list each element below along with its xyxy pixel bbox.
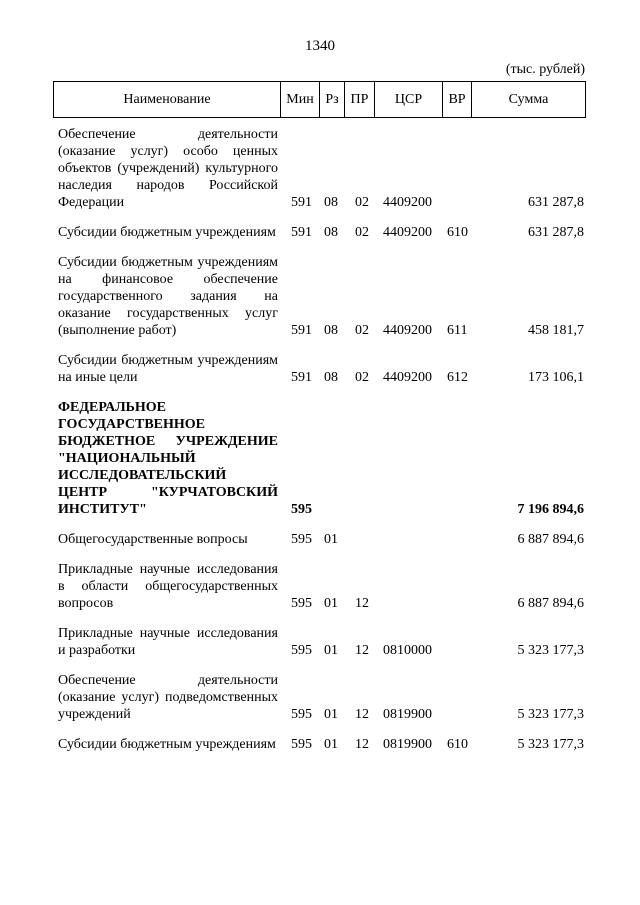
table-header (53, 81, 586, 118)
row-name: Субсидии бюджетным учреждениям на иные цели (58, 353, 278, 385)
row-name: Прикладные научные исследования в области общегосударственных вопросов (58, 562, 278, 611)
row-min: 595 (291, 532, 312, 547)
row-pr: 12 (355, 643, 369, 658)
table-row (53, 352, 586, 386)
row-min: 595 (291, 596, 312, 611)
row-name: Субсидии бюджетным учреждениям (58, 225, 276, 240)
row-min: 591 (291, 323, 312, 338)
table-row (53, 672, 586, 723)
row-sum: 5 323 177,3 (517, 737, 584, 752)
table-row (53, 625, 586, 659)
row-vr: 610 (447, 225, 468, 240)
row-csr: 4409200 (383, 225, 432, 240)
row-min: 591 (291, 225, 312, 240)
row-pr: 02 (355, 370, 369, 385)
row-rz: 08 (324, 195, 338, 210)
row-vr: 611 (447, 323, 468, 338)
row-min: 595 (291, 707, 312, 722)
row-sum: 5 323 177,3 (517, 707, 584, 722)
row-sum: 631 287,8 (528, 225, 584, 240)
row-min: 595 (291, 737, 312, 752)
row-sum: 631 287,8 (528, 195, 584, 210)
table-row-organization (53, 399, 586, 518)
table-row (53, 224, 586, 241)
row-name: Общегосударственные вопросы (58, 532, 248, 547)
row-sum: 173 106,1 (528, 370, 584, 385)
row-name: Субсидии бюджетным учреждениям (58, 737, 276, 752)
header-csr: ЦСР (374, 82, 442, 117)
row-csr: 4409200 (383, 323, 432, 338)
row-rz: 01 (324, 737, 338, 752)
row-vr: 612 (447, 370, 468, 385)
row-name: Обеспечение деятельности (оказание услуг) подведомственных учреждений (58, 673, 278, 722)
row-csr: 0810000 (383, 643, 432, 658)
units-label: (тыс. рублей) (505, 62, 585, 77)
table-body (53, 126, 586, 766)
row-min: 595 (291, 502, 312, 517)
header-rz: Рз (319, 82, 344, 117)
table-row (53, 736, 586, 753)
row-sum: 5 323 177,3 (517, 643, 584, 658)
row-vr: 610 (447, 737, 468, 752)
row-min: 595 (291, 643, 312, 658)
row-rz: 08 (324, 370, 338, 385)
table-row (53, 254, 586, 339)
row-pr: 02 (355, 195, 369, 210)
table-row (53, 126, 586, 211)
row-csr: 4409200 (383, 370, 432, 385)
row-csr: 0819900 (383, 707, 432, 722)
row-rz: 01 (324, 596, 338, 611)
row-name: ФЕДЕРАЛЬНОЕ ГОСУДАРСТВЕННОЕ БЮДЖЕТНОЕ УЧРЕЖДЕНИЕ "НАЦИОНАЛЬНЫЙ ИССЛЕДОВАТЕЛЬСКИЙ ЦЕНТР "КУРЧАТОВСКИЙ ИНСТИТУТ" (58, 400, 278, 517)
row-name: Обеспечение деятельности (оказание услуг) особо ценных объектов (учреждений) культурного наследия народов Российской Федерации (58, 127, 278, 210)
row-rz: 01 (324, 532, 338, 547)
row-sum: 7 196 894,6 (517, 502, 584, 517)
row-sum: 6 887 894,6 (517, 596, 584, 611)
row-sum: 6 887 894,6 (517, 532, 584, 547)
header-pr: ПР (344, 82, 374, 117)
row-pr: 12 (355, 737, 369, 752)
header-name: Наименование (123, 91, 211, 107)
row-min: 591 (291, 370, 312, 385)
row-min: 591 (291, 195, 312, 210)
page-number: 1340 (305, 38, 335, 54)
header-vr: ВР (442, 82, 471, 117)
row-pr: 02 (355, 323, 369, 338)
table-row (53, 561, 586, 612)
row-name: Субсидии бюджетным учреждениям на финансовое обеспечение государственного задания на оказание государственных услуг (выполнение работ) (58, 255, 278, 338)
row-csr: 0819900 (383, 737, 432, 752)
header-sum: Сумма (471, 82, 585, 117)
row-pr: 12 (355, 707, 369, 722)
row-rz: 08 (324, 225, 338, 240)
row-csr: 4409200 (383, 195, 432, 210)
row-rz: 01 (324, 707, 338, 722)
row-pr: 02 (355, 225, 369, 240)
row-pr: 12 (355, 596, 369, 611)
row-sum: 458 181,7 (528, 323, 584, 338)
row-rz: 01 (324, 643, 338, 658)
row-rz: 08 (324, 323, 338, 338)
table-row (53, 531, 586, 548)
row-name: Прикладные научные исследования и разработки (58, 626, 278, 658)
header-min: Мин (280, 82, 319, 117)
